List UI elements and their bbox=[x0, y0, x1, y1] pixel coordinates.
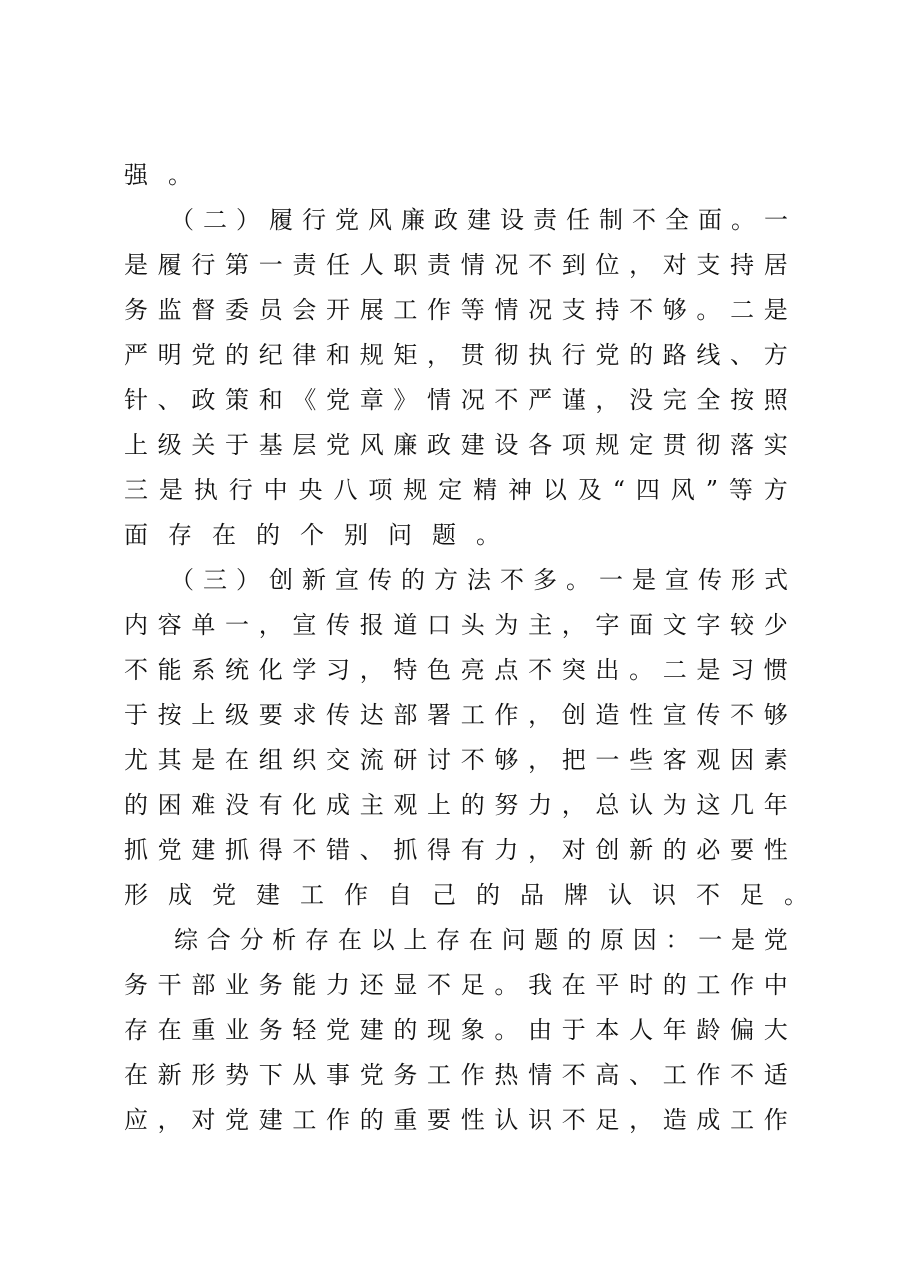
text-line-content: 务 干 部 业 务 能 力 还 显 不 足 。 我 在 平 时 的 工 作 中 bbox=[124, 971, 788, 999]
text-line-content: 在 新 形 势 下 从 事 党 务 工 作 热 情 不 高 、 工 作 不 适 bbox=[124, 1061, 788, 1089]
text-line-content: 严 明 党 的 纪 律 和 规 矩 ， 贯 彻 执 行 党 的 路 线 、 方 bbox=[124, 341, 788, 369]
text-line bbox=[124, 1008, 788, 1052]
text-line-content: （ 三 ） 创 新 宣 传 的 方 法 不 多 。 一 是 宣 传 形 式 bbox=[170, 566, 788, 594]
text-line-content: 针 、 政 策 和 《 党 章 》 情 况 不 严 谨 ， 没 完 全 按 照 bbox=[124, 386, 788, 414]
text-line-content: 于 按 上 级 要 求 传 达 部 署 工 作 ， 创 造 性 宣 传 不 够 bbox=[124, 701, 788, 729]
text-line-content: 三 是 执 行 中 央 八 项 规 定 精 神 以 及 “ 四 风 ” 等 方 bbox=[124, 476, 788, 504]
text-line-content: 尤 其 是 在 组 织 交 流 研 讨 不 够 ， 把 一 些 客 观 因 素 bbox=[124, 746, 788, 774]
text-line bbox=[124, 513, 788, 557]
text-line bbox=[124, 288, 788, 332]
text-line bbox=[124, 243, 788, 287]
text-line bbox=[124, 378, 788, 422]
text-line-content: 强 。 bbox=[124, 161, 192, 189]
text-line-content: 形 成 党 建 工 作 自 己 的 品 牌 认 识 不 足 。 bbox=[124, 881, 808, 909]
text-line-content: 的 困 难 没 有 化 成 主 观 上 的 努 力 ， 总 认 为 这 几 年 bbox=[124, 791, 788, 819]
text-line bbox=[124, 783, 788, 827]
text-line bbox=[124, 873, 808, 917]
text-line-content: 上 级 关 于 基 层 党 风 廉 政 建 设 各 项 规 定 贯 彻 落 实 bbox=[124, 431, 788, 459]
text-line-content: 抓 党 建 抓 得 不 错 、 抓 得 有 力 ， 对 创 新 的 必 要 性 bbox=[124, 836, 788, 864]
text-line bbox=[124, 468, 788, 512]
text-line bbox=[124, 738, 788, 782]
text-line bbox=[124, 1098, 788, 1142]
text-line bbox=[124, 963, 788, 1007]
text-line bbox=[124, 153, 788, 197]
text-line-content: 务 监 督 委 员 会 开 展 工 作 等 情 况 支 持 不 够 。 二 是 bbox=[124, 296, 788, 324]
text-line bbox=[174, 918, 788, 962]
text-line-content: （ 二 ） 履 行 党 风 廉 政 建 设 责 任 制 不 全 面 。 一 bbox=[170, 206, 788, 234]
text-line bbox=[124, 1053, 788, 1097]
text-line bbox=[170, 198, 788, 242]
text-line-content: 内 容 单 一 ， 宣 传 报 道 口 头 为 主 ， 字 面 文 字 较 少 bbox=[124, 611, 788, 639]
text-line bbox=[124, 603, 788, 647]
text-line-content: 面 存 在 的 个 别 问 题 。 bbox=[124, 521, 500, 549]
text-line bbox=[124, 828, 788, 872]
text-line-content: 不 能 系 统 化 学 习 ， 特 色 亮 点 不 突 出 。 二 是 习 惯 bbox=[124, 656, 788, 684]
text-line-content: 综 合 分 析 存 在 以 上 存 在 问 题 的 原 因 ： 一 是 党 bbox=[174, 926, 788, 954]
text-line bbox=[124, 333, 788, 377]
text-line-content: 是 履 行 第 一 责 任 人 职 责 情 况 不 到 位 ， 对 支 持 居 bbox=[124, 251, 788, 279]
text-line bbox=[170, 558, 788, 602]
text-line bbox=[124, 423, 788, 467]
text-line bbox=[124, 693, 788, 737]
text-line bbox=[124, 648, 788, 692]
text-line-content: 存 在 重 业 务 轻 党 建 的 现 象 。 由 于 本 人 年 龄 偏 大 bbox=[124, 1016, 788, 1044]
text-line-content: 应 ， 对 党 建 工 作 的 重 要 性 认 识 不 足 ， 造 成 工 作 bbox=[124, 1106, 788, 1134]
